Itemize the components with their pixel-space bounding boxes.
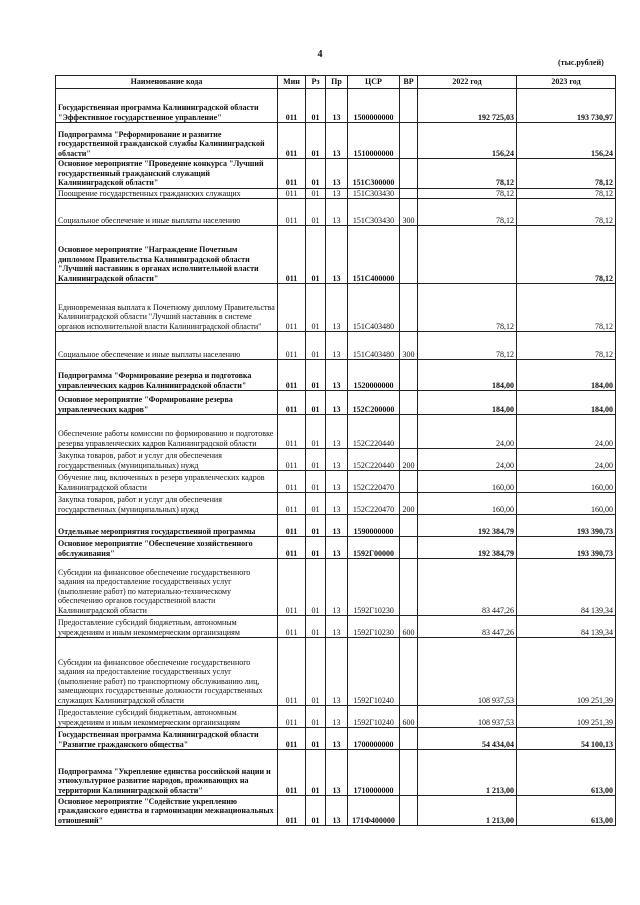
cell-vr bbox=[400, 537, 418, 559]
cell-pr: 13 bbox=[326, 415, 348, 449]
cell-vr bbox=[400, 226, 418, 284]
cell-min: 011 bbox=[278, 728, 306, 750]
cell-name: Закупка товаров, работ и услуг для обеспечения государственных (муниципальных) нужд bbox=[56, 493, 278, 515]
cell-2022: 78,12 bbox=[418, 159, 517, 189]
cell-rz: 01 bbox=[306, 515, 326, 537]
table-row bbox=[56, 728, 616, 750]
cell-csr: 151С303430 bbox=[348, 199, 400, 226]
cell-min: 011 bbox=[278, 449, 306, 471]
cell-vr bbox=[400, 391, 418, 415]
cell-min: 011 bbox=[278, 391, 306, 415]
cell-csr: 1592Г10230 bbox=[348, 616, 400, 638]
cell-2023: 160,00 bbox=[517, 493, 616, 515]
cell-rz: 01 bbox=[306, 750, 326, 796]
table-row bbox=[56, 616, 616, 638]
cell-min: 011 bbox=[278, 188, 306, 199]
cell-rz: 01 bbox=[306, 559, 326, 616]
cell-vr: 300 bbox=[400, 199, 418, 226]
cell-csr: 151С303430 bbox=[348, 188, 400, 199]
cell-csr: 1510000000 bbox=[348, 123, 400, 159]
table-row bbox=[56, 493, 616, 515]
cell-min: 011 bbox=[278, 638, 306, 706]
table-row bbox=[56, 750, 616, 796]
cell-rz: 01 bbox=[306, 360, 326, 391]
cell-min: 011 bbox=[278, 537, 306, 559]
cell-2023: 78,12 bbox=[517, 188, 616, 199]
cell-vr bbox=[400, 638, 418, 706]
cell-name: Основное мероприятие "Обеспечение хозяйственного обслуживания" bbox=[56, 537, 278, 559]
cell-min: 011 bbox=[278, 360, 306, 391]
cell-csr: 151С300000 bbox=[348, 159, 400, 189]
cell-name: Подпрограмма "Реформирование и развитие государственной гражданской службы Калининградской области" bbox=[56, 123, 278, 159]
cell-pr: 13 bbox=[326, 796, 348, 826]
cell-pr: 13 bbox=[326, 159, 348, 189]
cell-pr: 13 bbox=[326, 284, 348, 332]
cell-name: Субсидии на финансовое обеспечение государственного задания на предоставление государственных услуг (выполнение работ) по материально-техническому обеспечению органов государственной власти Калининградской области bbox=[56, 559, 278, 616]
cell-min: 011 bbox=[278, 471, 306, 493]
table-row bbox=[56, 515, 616, 537]
cell-pr: 13 bbox=[326, 471, 348, 493]
cell-csr: 1592Г10230 bbox=[348, 559, 400, 616]
cell-2023: 193 730,97 bbox=[517, 89, 616, 123]
cell-vr bbox=[400, 559, 418, 616]
table-row bbox=[56, 415, 616, 449]
cell-vr bbox=[400, 284, 418, 332]
cell-pr: 13 bbox=[326, 449, 348, 471]
cell-name: Отдельные мероприятия государственной программы bbox=[56, 515, 278, 537]
cell-pr: 13 bbox=[326, 391, 348, 415]
cell-name: Субсидии на финансовое обеспечение государственного задания на предоставление государственных услуг (выполнение работ) по транспортному обслуживанию лиц, замещающих государственные должности государственных служащих Калининградской области bbox=[56, 638, 278, 706]
header-2022: 2022 год bbox=[418, 76, 517, 89]
cell-vr bbox=[400, 415, 418, 449]
cell-name: Предоставление субсидий бюджетным, автономным учреждениям и иным некоммерческим организациям bbox=[56, 706, 278, 728]
cell-2022: 1 213,00 bbox=[418, 750, 517, 796]
cell-2022: 78,12 bbox=[418, 284, 517, 332]
table-row bbox=[56, 391, 616, 415]
table-row bbox=[56, 360, 616, 391]
table-row bbox=[56, 796, 616, 826]
cell-2023: 78,12 bbox=[517, 199, 616, 226]
cell-2023: 78,12 bbox=[517, 284, 616, 332]
cell-rz: 01 bbox=[306, 616, 326, 638]
cell-2023: 78,12 bbox=[517, 226, 616, 284]
cell-2022: 83 447,26 bbox=[418, 616, 517, 638]
cell-csr: 1592Г10240 bbox=[348, 706, 400, 728]
table-row bbox=[56, 449, 616, 471]
cell-vr: 600 bbox=[400, 706, 418, 728]
cell-name: Основное мероприятие "Награждение Почетным дипломом Правительства Калининградской области "Лучший наставник в органах исполнительной власти Калининградской области" bbox=[56, 226, 278, 284]
cell-csr: 1710000000 bbox=[348, 750, 400, 796]
cell-rz: 01 bbox=[306, 159, 326, 189]
cell-2022: 192 384,79 bbox=[418, 515, 517, 537]
cell-2023: 184,00 bbox=[517, 391, 616, 415]
cell-name: Социальное обеспечение и иные выплаты населению bbox=[56, 332, 278, 360]
cell-vr bbox=[400, 471, 418, 493]
cell-vr: 200 bbox=[400, 493, 418, 515]
cell-name: Обеспечение работы комиссии по формированию и подготовке резерва управленческих кадров Калининградской области bbox=[56, 415, 278, 449]
budget-table bbox=[55, 75, 616, 826]
cell-rz: 01 bbox=[306, 638, 326, 706]
cell-2023: 160,00 bbox=[517, 471, 616, 493]
cell-2022: 108 937,53 bbox=[418, 638, 517, 706]
cell-csr: 152С220470 bbox=[348, 471, 400, 493]
cell-pr: 13 bbox=[326, 616, 348, 638]
cell-vr bbox=[400, 750, 418, 796]
cell-2022: 78,12 bbox=[418, 188, 517, 199]
cell-2022: 24,00 bbox=[418, 415, 517, 449]
cell-2022: 83 447,26 bbox=[418, 559, 517, 616]
table-row bbox=[56, 559, 616, 616]
cell-csr: 171Ф400000 bbox=[348, 796, 400, 826]
cell-min: 011 bbox=[278, 616, 306, 638]
cell-name: Основное мероприятие "Проведение конкурса "Лучший государственный гражданский служащий Калининградской области" bbox=[56, 159, 278, 189]
cell-pr: 13 bbox=[326, 559, 348, 616]
cell-2023: 193 390,73 bbox=[517, 537, 616, 559]
cell-2023: 24,00 bbox=[517, 415, 616, 449]
cell-name: Обучение лиц, включенных в резерв управленческих кадров Калининградской области bbox=[56, 471, 278, 493]
cell-pr: 13 bbox=[326, 123, 348, 159]
cell-2022: 24,00 bbox=[418, 449, 517, 471]
cell-min: 011 bbox=[278, 159, 306, 189]
cell-2023: 84 139,34 bbox=[517, 616, 616, 638]
cell-pr: 13 bbox=[326, 515, 348, 537]
cell-rz: 01 bbox=[306, 332, 326, 360]
cell-min: 011 bbox=[278, 493, 306, 515]
cell-vr bbox=[400, 159, 418, 189]
cell-2023: 156,24 bbox=[517, 123, 616, 159]
cell-2022: 160,00 bbox=[418, 493, 517, 515]
cell-vr: 600 bbox=[400, 616, 418, 638]
cell-2022: 1 213,00 bbox=[418, 796, 517, 826]
cell-csr: 1500000000 bbox=[348, 89, 400, 123]
cell-name: Государственная программа Калининградской области "Эффективное государственное управление" bbox=[56, 89, 278, 123]
cell-2022: 54 434,04 bbox=[418, 728, 517, 750]
cell-rz: 01 bbox=[306, 199, 326, 226]
cell-rz: 01 bbox=[306, 226, 326, 284]
cell-2022: 192 384,79 bbox=[418, 537, 517, 559]
cell-2023: 84 139,34 bbox=[517, 559, 616, 616]
cell-2022: 160,00 bbox=[418, 471, 517, 493]
cell-rz: 01 bbox=[306, 188, 326, 199]
table-row bbox=[56, 284, 616, 332]
cell-vr bbox=[400, 728, 418, 750]
cell-pr: 13 bbox=[326, 332, 348, 360]
table-header-row bbox=[56, 76, 616, 89]
cell-pr: 13 bbox=[326, 360, 348, 391]
table-row bbox=[56, 638, 616, 706]
cell-rz: 01 bbox=[306, 284, 326, 332]
cell-min: 011 bbox=[278, 284, 306, 332]
header-rz: Рз bbox=[306, 76, 326, 89]
table-row bbox=[56, 226, 616, 284]
cell-csr: 1590000000 bbox=[348, 515, 400, 537]
cell-csr: 1592Г10240 bbox=[348, 638, 400, 706]
cell-csr: 151С403480 bbox=[348, 332, 400, 360]
cell-2022: 78,12 bbox=[418, 199, 517, 226]
table-row bbox=[56, 188, 616, 199]
cell-rz: 01 bbox=[306, 415, 326, 449]
cell-min: 011 bbox=[278, 559, 306, 616]
cell-min: 011 bbox=[278, 750, 306, 796]
cell-2022: 192 725,03 bbox=[418, 89, 517, 123]
cell-vr bbox=[400, 515, 418, 537]
cell-vr bbox=[400, 89, 418, 123]
cell-pr: 13 bbox=[326, 706, 348, 728]
header-min: Мин bbox=[278, 76, 306, 89]
cell-2022: 78,12 bbox=[418, 332, 517, 360]
cell-2023: 78,12 bbox=[517, 159, 616, 189]
cell-vr bbox=[400, 123, 418, 159]
cell-rz: 01 bbox=[306, 706, 326, 728]
table-row bbox=[56, 471, 616, 493]
cell-name: Подпрограмма "Формирование резерва и подготовка управленческих кадров Калининградской области" bbox=[56, 360, 278, 391]
cell-name: Поощрение государственных гражданских служащих bbox=[56, 188, 278, 199]
page-number: 4 bbox=[317, 49, 323, 60]
cell-rz: 01 bbox=[306, 728, 326, 750]
units-label: (тыс.рублей) bbox=[558, 58, 604, 67]
cell-2023: 184,00 bbox=[517, 360, 616, 391]
cell-vr bbox=[400, 796, 418, 826]
cell-min: 011 bbox=[278, 515, 306, 537]
table-row bbox=[56, 123, 616, 159]
cell-name: Основное мероприятие "Содействие укреплению гражданского единства и гармонизации межнациональных отношений" bbox=[56, 796, 278, 826]
cell-2023: 54 100,13 bbox=[517, 728, 616, 750]
cell-2022: 156,24 bbox=[418, 123, 517, 159]
table-row bbox=[56, 159, 616, 189]
cell-rz: 01 bbox=[306, 471, 326, 493]
cell-name: Подпрограмма "Укрепление единства российской нации и этнокультурное развитие народов, проживающих на территории Калининградской области" bbox=[56, 750, 278, 796]
table-row bbox=[56, 332, 616, 360]
cell-pr: 13 bbox=[326, 493, 348, 515]
cell-2022: 184,00 bbox=[418, 360, 517, 391]
cell-min: 011 bbox=[278, 226, 306, 284]
table-row bbox=[56, 706, 616, 728]
cell-rz: 01 bbox=[306, 493, 326, 515]
cell-name: Закупка товаров, работ и услуг для обеспечения государственных (муниципальных) нужд bbox=[56, 449, 278, 471]
table-body bbox=[56, 89, 616, 826]
cell-rz: 01 bbox=[306, 391, 326, 415]
header-2023: 2023 год bbox=[517, 76, 616, 89]
header-vr: ВР bbox=[400, 76, 418, 89]
cell-pr: 13 bbox=[326, 537, 348, 559]
header-csr: ЦСР bbox=[348, 76, 400, 89]
cell-2023: 109 251,39 bbox=[517, 706, 616, 728]
cell-pr: 13 bbox=[326, 638, 348, 706]
cell-pr: 13 bbox=[326, 199, 348, 226]
cell-min: 011 bbox=[278, 796, 306, 826]
cell-2022: 108 937,53 bbox=[418, 706, 517, 728]
cell-vr: 200 bbox=[400, 449, 418, 471]
cell-csr: 1520000000 bbox=[348, 360, 400, 391]
cell-2022: 184,00 bbox=[418, 391, 517, 415]
cell-rz: 01 bbox=[306, 89, 326, 123]
cell-min: 011 bbox=[278, 123, 306, 159]
cell-pr: 13 bbox=[326, 226, 348, 284]
header-pr: Пр bbox=[326, 76, 348, 89]
cell-min: 011 bbox=[278, 706, 306, 728]
cell-pr: 13 bbox=[326, 750, 348, 796]
cell-min: 011 bbox=[278, 415, 306, 449]
cell-csr: 151С403480 bbox=[348, 284, 400, 332]
table-row bbox=[56, 199, 616, 226]
cell-pr: 13 bbox=[326, 728, 348, 750]
cell-2023: 613,00 bbox=[517, 796, 616, 826]
cell-csr: 1592Г00000 bbox=[348, 537, 400, 559]
cell-rz: 01 bbox=[306, 123, 326, 159]
cell-rz: 01 bbox=[306, 537, 326, 559]
cell-csr: 152С220440 bbox=[348, 449, 400, 471]
cell-rz: 01 bbox=[306, 449, 326, 471]
cell-2023: 613,00 bbox=[517, 750, 616, 796]
cell-min: 011 bbox=[278, 199, 306, 226]
cell-min: 011 bbox=[278, 332, 306, 360]
cell-2022 bbox=[418, 226, 517, 284]
cell-pr: 13 bbox=[326, 89, 348, 123]
cell-name: Основное мероприятие "Формирование резерва управленческих кадров" bbox=[56, 391, 278, 415]
cell-csr: 151С400000 bbox=[348, 226, 400, 284]
header-name: Наименование кода bbox=[56, 76, 278, 89]
cell-name: Предоставление субсидий бюджетным, автономным учреждениям и иным некоммерческим организациям bbox=[56, 616, 278, 638]
cell-2023: 193 390,73 bbox=[517, 515, 616, 537]
cell-name: Государственная программа Калининградской области "Развитие гражданского общества" bbox=[56, 728, 278, 750]
cell-pr: 13 bbox=[326, 188, 348, 199]
cell-min: 011 bbox=[278, 89, 306, 123]
cell-name: Социальное обеспечение и иные выплаты населению bbox=[56, 199, 278, 226]
cell-2023: 78,12 bbox=[517, 332, 616, 360]
cell-csr: 1700000000 bbox=[348, 728, 400, 750]
cell-2023: 24,00 bbox=[517, 449, 616, 471]
cell-vr bbox=[400, 360, 418, 391]
cell-rz: 01 bbox=[306, 796, 326, 826]
cell-csr: 152С220440 bbox=[348, 415, 400, 449]
table-row bbox=[56, 89, 616, 123]
cell-2023: 109 251,39 bbox=[517, 638, 616, 706]
table-row bbox=[56, 537, 616, 559]
cell-csr: 152С200000 bbox=[348, 391, 400, 415]
cell-csr: 152С220470 bbox=[348, 493, 400, 515]
cell-name: Единовременная выплата к Почетному диплому Правительства Калининградской области "Лучший наставник в системе органов исполнительной власти Калининградской области" bbox=[56, 284, 278, 332]
cell-vr: 300 bbox=[400, 332, 418, 360]
cell-vr bbox=[400, 188, 418, 199]
